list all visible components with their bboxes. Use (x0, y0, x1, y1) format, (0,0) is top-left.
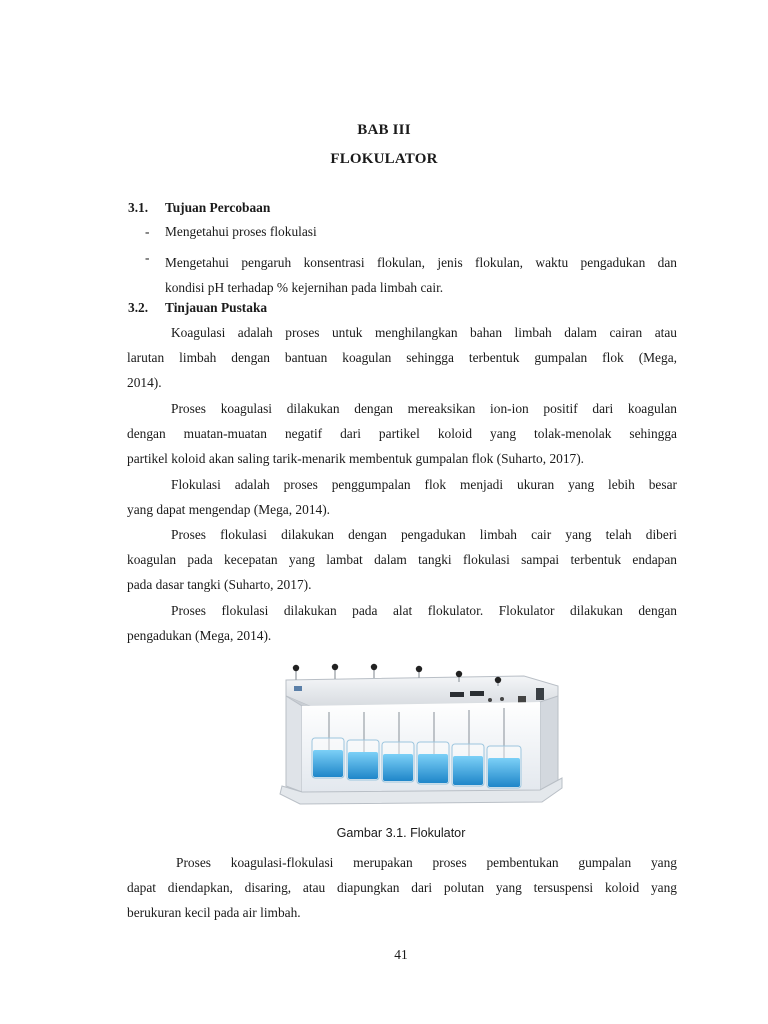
text-line: dapat diendapkan, disaring, atau diapungkan dari polutan yang tersuspensi koloid yang (127, 880, 677, 896)
section-heading-3-1 (128, 200, 270, 216)
section-number: 3.2. (128, 300, 149, 315)
text-line: Proses koagulasi-flokulasi merupakan proses pembentukan gumpalan yang (176, 855, 677, 870)
text-line: pada dasar tangki (Suharto, 2017). (127, 577, 312, 593)
paragraph (127, 850, 677, 926)
flokulator-image (274, 662, 564, 820)
paragraph (127, 472, 677, 522)
text-line: berukuran kecil pada air limbah. (127, 905, 301, 921)
paragraph (127, 522, 677, 598)
bullet-dash: - (145, 224, 150, 239)
page-number: 41 (394, 947, 408, 962)
bullet-dash: - (145, 250, 150, 265)
section-number: 3.1. (128, 200, 149, 215)
text-line: Proses koagulasi dilakukan dengan mereaksikan ion-ion positif dari koagulan (171, 401, 677, 416)
text-line: Mengetahui pengaruh konsentrasi flokulan, jenis flokulan, waktu pengadukan dan (165, 255, 677, 270)
figure-caption: Gambar 3.1. Flokulator (336, 826, 466, 840)
section-title: Tinjauan Pustaka (165, 300, 268, 315)
text-line: Proses flokulasi dilakukan dengan pengadukan limbah cair yang telah diberi (171, 527, 677, 542)
text-line: 2014). (127, 375, 162, 391)
list-item-text (165, 250, 677, 300)
paragraph (127, 320, 677, 396)
paragraph (127, 396, 677, 472)
text-line: Flokulasi adalah proses penggumpalan flok menjadi ukuran yang lebih besar (171, 477, 677, 492)
section-title: Tujuan Percobaan (165, 200, 271, 215)
text-line: yang dapat mengendap (Mega, 2014). (127, 502, 331, 518)
paragraph (127, 598, 677, 648)
text-line: partikel koloid akan saling tarik-menarik membentuk gumpalan flok (Suharto, 2017). (127, 451, 585, 467)
text-line: Koagulasi adalah proses untuk menghilangkan bahan limbah dalam cairan atau (171, 325, 677, 340)
text-line: kondisi pH terhadap % kejernihan pada limbah cair. (165, 280, 444, 296)
text-line: pengadukan (Mega, 2014). (127, 628, 272, 644)
list-item-text: Mengetahui proses flokulasi (165, 224, 317, 239)
text-line: Proses flokulasi dilakukan pada alat flokulator. Flokulator dilakukan dengan (171, 603, 677, 618)
text-line: dengan muatan-muatan negatif dari partikel koloid yang tolak-menolak sehingga (127, 426, 677, 442)
flokulator-figure (274, 662, 564, 820)
section-heading-3-2 (128, 300, 267, 316)
text-line: koagulan pada kecepatan yang lambat dalam tangki flokulasi sampai terbentuk endapan (127, 552, 677, 568)
text-line: larutan limbah dengan bantuan koagulan sehingga terbentuk gumpalan flok (Mega, (127, 350, 677, 366)
chapter-title: FLOKULATOR (330, 151, 438, 167)
chapter-number: BAB III (357, 122, 411, 138)
